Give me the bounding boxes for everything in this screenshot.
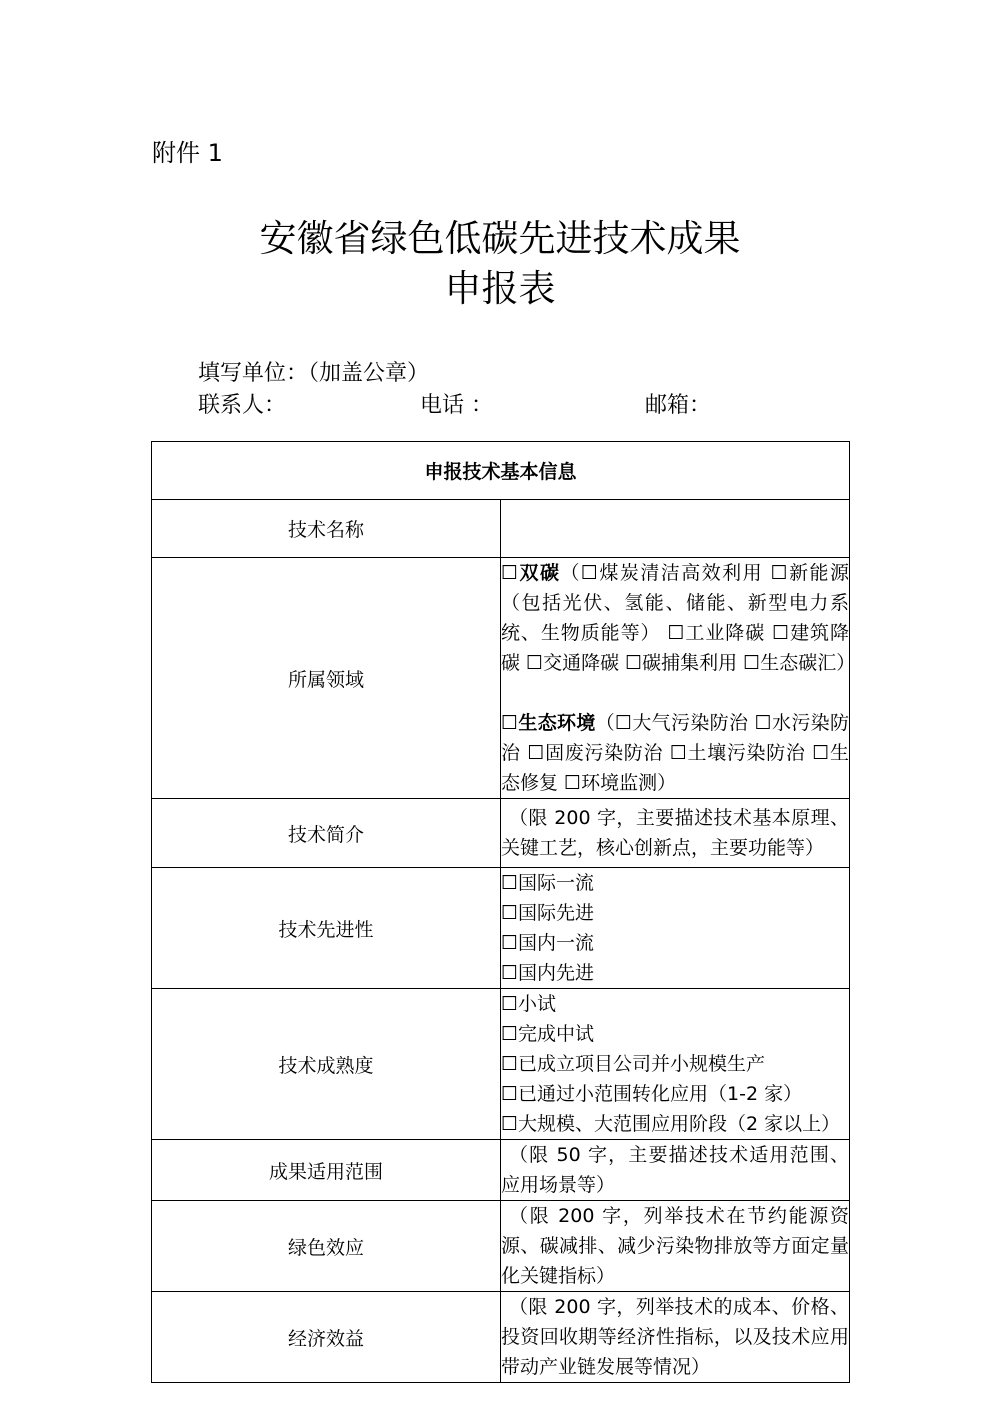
option-label: 国际先进 <box>518 902 595 924</box>
fill-unit-label: 填写单位：（加盖公章） <box>198 361 430 386</box>
application-form-table <box>151 441 856 1383</box>
maturity-label: 技术成熟度 <box>152 989 501 1140</box>
eco-env-checkbox[interactable]: ☐ <box>501 712 519 734</box>
checkbox-icon[interactable]: ☐ <box>501 902 519 924</box>
form-subtitle: 申报表 <box>444 267 556 310</box>
option-label: 已通过小范围转化应用（1-2 家） <box>518 1083 803 1105</box>
field-label: 所属领域 <box>152 558 501 799</box>
option-label: 小试 <box>518 993 557 1015</box>
checkbox-icon[interactable]: ☐ <box>501 962 519 984</box>
option-item[interactable] <box>501 898 849 928</box>
email-label: 邮箱： <box>645 393 712 418</box>
scope-field[interactable]: （限 50 字，主要描述技术适用范围、应用场景等） <box>501 1140 850 1201</box>
dual-carbon-group <box>501 558 856 678</box>
option-label: 大规模、大范围应用阶段（2 家以上） <box>518 1113 841 1135</box>
option-item[interactable] <box>501 1019 849 1049</box>
tech-name-field[interactable] <box>501 500 850 558</box>
option-item[interactable] <box>501 1079 849 1109</box>
advanced-label: 技术先进性 <box>152 868 501 989</box>
eco-env-title: 生态环境 <box>518 712 596 734</box>
eco-env-group <box>501 708 849 798</box>
option-item[interactable] <box>501 1109 849 1139</box>
table-header: 申报技术基本信息 <box>152 442 850 500</box>
phone-label: 电话 ： <box>420 393 493 418</box>
economic-benefit-field[interactable]: （限 200 字，列举技术的成本、价格、投资回收期等经济性指标，以及技术应用带动产业链发展等情况） <box>501 1292 850 1383</box>
intro-field[interactable]: （限 200 字，主要描述技术基本原理、关键工艺，核心创新点，主要功能等） <box>501 799 850 868</box>
intro-label: 技术简介 <box>152 799 501 868</box>
checkbox-icon[interactable]: ☐ <box>501 932 519 954</box>
tech-name-label: 技术名称 <box>152 500 501 558</box>
option-item[interactable] <box>501 958 849 988</box>
checkbox-icon[interactable]: ☐ <box>501 1083 519 1105</box>
checkbox-icon[interactable]: ☐ <box>501 1053 519 1075</box>
green-effect-label: 绿色效应 <box>152 1201 501 1292</box>
dual-carbon-title: 双碳 <box>518 562 561 584</box>
option-item[interactable] <box>501 1049 849 1079</box>
economic-benefit-label: 经济效益 <box>152 1292 501 1383</box>
option-item[interactable] <box>501 989 849 1019</box>
option-label: 国际一流 <box>518 872 595 894</box>
checkbox-icon[interactable]: ☐ <box>501 1113 519 1135</box>
field-options <box>501 558 856 799</box>
option-item[interactable] <box>501 928 849 958</box>
form-title: 安徽省绿色低碳先进技术成果 <box>259 217 741 260</box>
option-label: 国内一流 <box>518 932 595 954</box>
advanced-options <box>501 868 850 989</box>
scope-label: 成果适用范围 <box>152 1140 501 1201</box>
green-effect-field[interactable]: （限 200 字，列举技术在节约能源资源、碳减排、减少污染物排放等方面定量化关键指标） <box>501 1201 850 1292</box>
option-label: 已成立项目公司并小规模生产 <box>518 1053 766 1075</box>
eco-env-options[interactable]: （☐大气污染防治 ☐水污染防治 ☐固废污染防治 ☐土壤污染防治 ☐生态修复 ☐环境监测） <box>501 712 849 794</box>
option-label: 国内先进 <box>518 962 595 984</box>
contact-person-label: 联系人： <box>198 393 287 418</box>
checkbox-icon[interactable]: ☐ <box>501 993 519 1015</box>
dual-carbon-checkbox[interactable]: ☐ <box>501 562 519 584</box>
dual-carbon-options[interactable]: （☐煤炭清洁高效利用 ☐新能源（包括光伏、氢能、储能、新型电力系统、生物质能等） ☐工业降碳 ☐建筑降碳 ☐交通降碳 ☐碳捕集利用 ☐生态碳汇） <box>501 562 856 674</box>
maturity-options <box>501 989 850 1140</box>
checkbox-icon[interactable]: ☐ <box>501 872 519 894</box>
option-label: 完成中试 <box>518 1023 595 1045</box>
attachment-label: 附件 1 <box>152 139 223 167</box>
option-item[interactable] <box>501 868 849 898</box>
checkbox-icon[interactable]: ☐ <box>501 1023 519 1045</box>
